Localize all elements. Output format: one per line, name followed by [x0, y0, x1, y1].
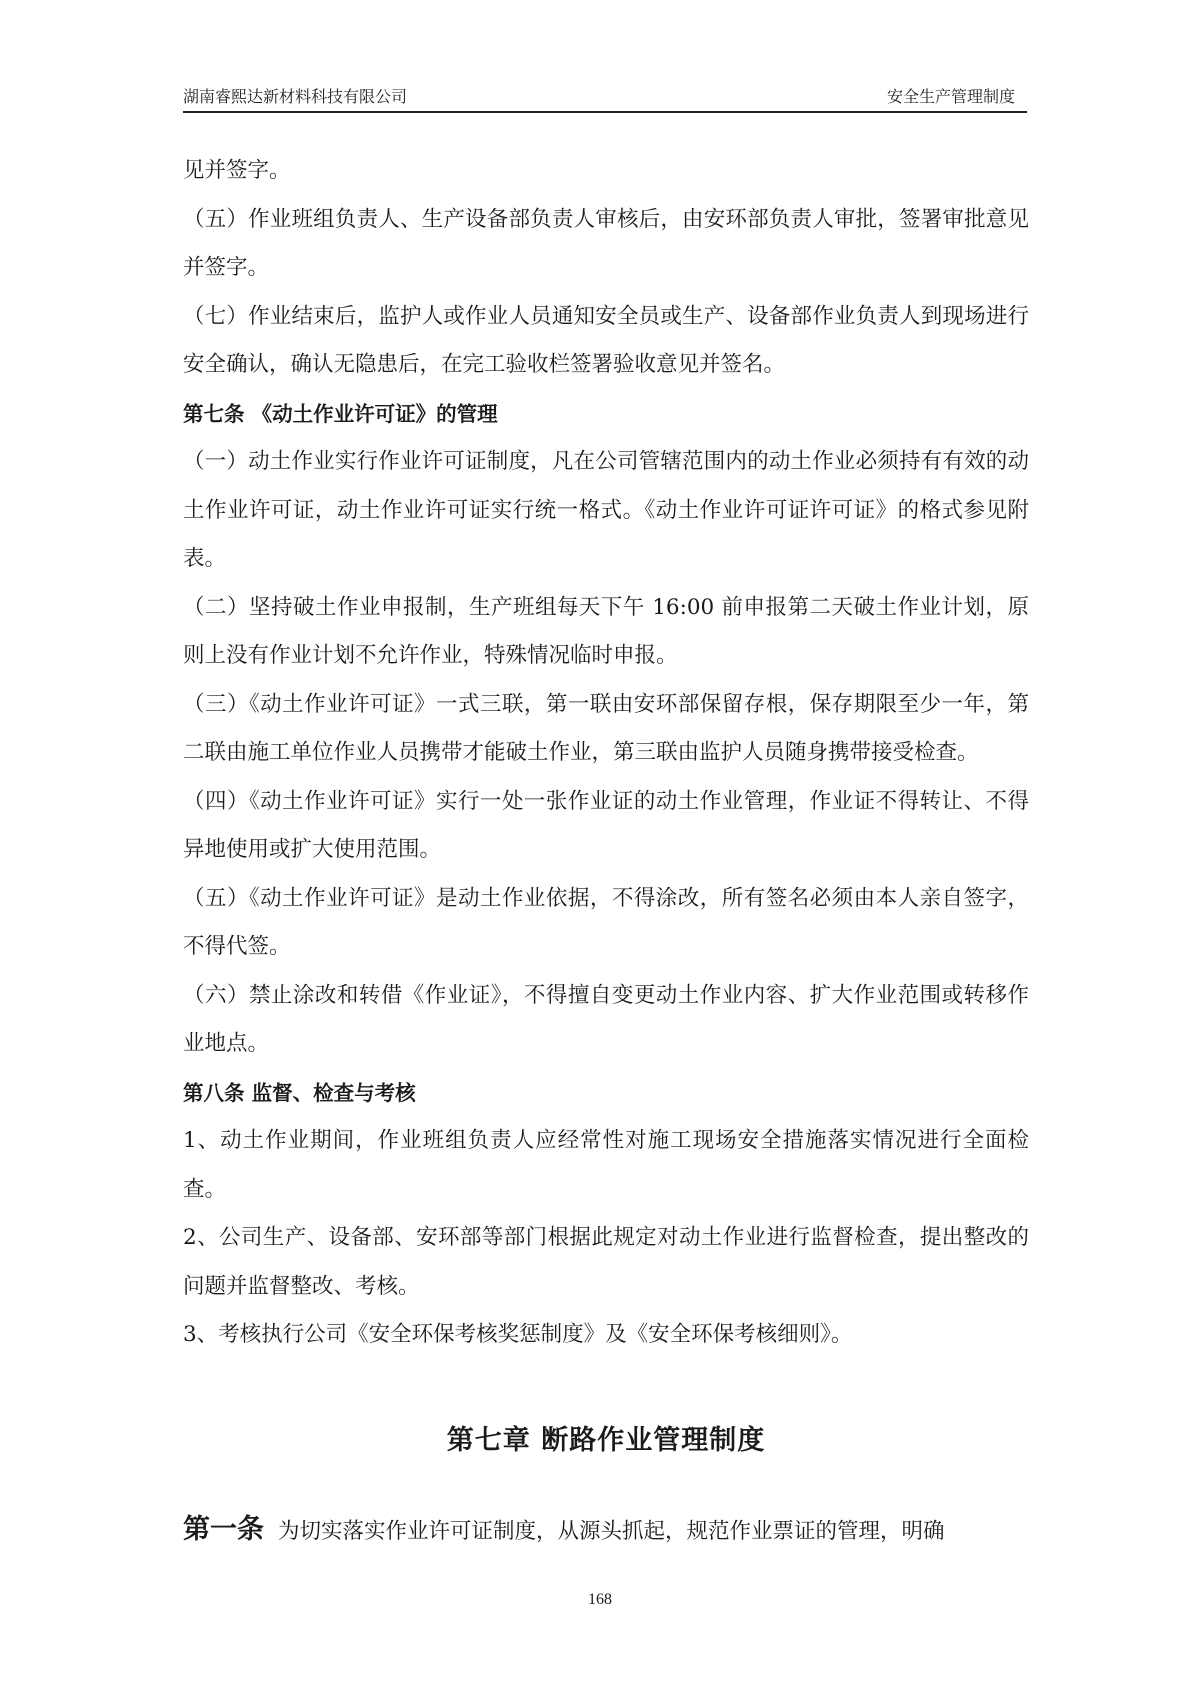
paragraph: （一）动土作业实行作业许可证制度，凡在公司管辖范围内的动土作业必须持有有效的动土作业许可证，动土作业许可证实行统一格式。《动土作业许可证许可证》的格式参见附表。 — [183, 449, 1029, 571]
page-number: 168 — [588, 1591, 612, 1608]
section-heading: 第七条 《动土作业许可证》的管理 — [183, 401, 498, 426]
header-rule — [183, 111, 1027, 113]
section-heading: 第八条 监督、检查与考核 — [183, 1080, 416, 1105]
paragraph: 2、公司生产、设备部、安环部等部门根据此规定对动土作业进行监督检查，提出整改的问题并监督整改、考核。 — [183, 1225, 1029, 1299]
header-document-title: 安全生产管理制度 — [886, 87, 1015, 106]
paragraph: （七）作业结束后，监护人或作业人员通知安全员或生产、设备部作业负责人到现场进行安全确认，确认无隐患后，在完工验收栏签署验收意见并签名。 — [183, 303, 1029, 377]
paragraph: 1、动土作业期间，作业班组负责人应经常性对施工现场安全措施落实情况进行全面检查。 — [183, 1128, 1029, 1202]
paragraph: （五）《动土作业许可证》是动土作业依据，不得涂改，所有签名必须由本人亲自签字，不得代签。 — [183, 885, 1029, 959]
article-label: 第一条 — [183, 1514, 264, 1545]
article-text: 为切实落实作业许可证制度，从源头抓起，规范作业票证的管理，明确 — [278, 1519, 945, 1544]
header-company-name: 湖南睿熙达新材料科技有限公司 — [183, 87, 408, 106]
chapter-title: 第七章 断路作业管理制度 — [446, 1425, 766, 1456]
paragraph: 3、考核执行公司《安全环保考核奖惩制度》及《安全环保考核细则》。 — [183, 1322, 853, 1347]
page-header — [183, 84, 1027, 110]
paragraph: （六）禁止涂改和转借《作业证》，不得擅自变更动土作业内容、扩大作业范围或转移作业地点。 — [183, 982, 1029, 1056]
paragraph: （五）作业班组负责人、生产设备部负责人审核后，由安环部负责人审批，签署审批意见并签字。 — [183, 206, 1029, 280]
paragraph: （四）《动土作业许可证》实行一处一张作业证的动土作业管理，作业证不得转让、不得异地使用或扩大使用范围。 — [183, 788, 1029, 862]
paragraph: （二）坚持破土作业申报制，生产班组每天下午 16:00 前申报第二天破土作业计划，原则上没有作业计划不允许作业，特殊情况临时申报。 — [183, 594, 1029, 668]
article-paragraph — [183, 1510, 1029, 1552]
body-text — [183, 147, 1029, 1360]
paragraph: 见并签字。 — [183, 158, 291, 183]
paragraph: （三）《动土作业许可证》一式三联，第一联由安环部保留存根，保存期限至少一年，第二联由施工单位作业人员携带才能破土作业，第三联由监护人员随身携带接受检查。 — [183, 691, 1029, 765]
